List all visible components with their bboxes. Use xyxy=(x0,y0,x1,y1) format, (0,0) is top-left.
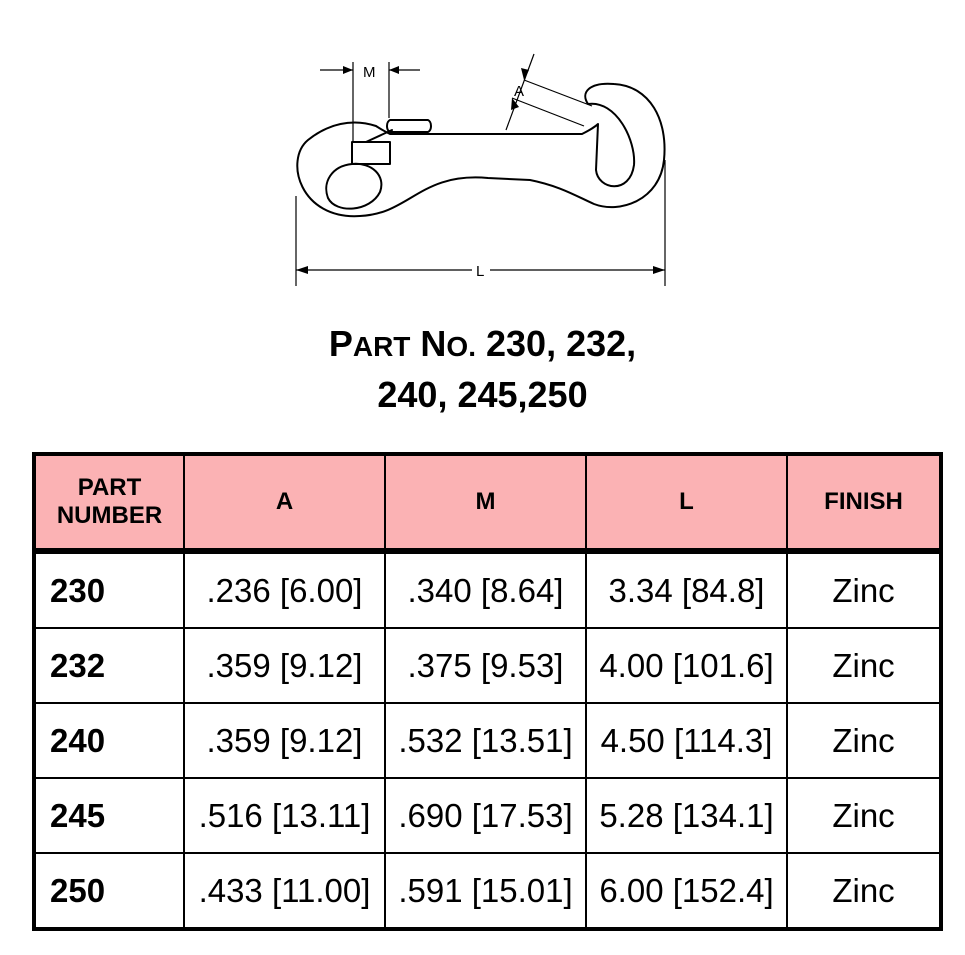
finish-cell: Zinc xyxy=(787,628,941,703)
dim-a-label: A xyxy=(514,83,525,100)
snap-hook-drawing xyxy=(0,0,965,300)
header-part-number: PART NUMBER xyxy=(34,454,184,551)
table-row xyxy=(34,551,941,628)
l-cell: 3.34 [84.8] xyxy=(586,551,787,628)
l-cell: 4.50 [114.3] xyxy=(586,703,787,778)
part-cell: 250 xyxy=(34,853,184,929)
m-cell: .690 [17.53] xyxy=(385,778,586,853)
m-cell: .340 [8.64] xyxy=(385,551,586,628)
a-cell: .433 [11.00] xyxy=(184,853,385,929)
dim-m-label: M xyxy=(363,64,376,81)
header-m: M xyxy=(385,454,586,551)
l-cell: 4.00 [101.6] xyxy=(586,628,787,703)
finish-cell: Zinc xyxy=(787,551,941,628)
hook-gate xyxy=(352,142,390,164)
table-row xyxy=(34,628,941,703)
a-cell: .359 [9.12] xyxy=(184,703,385,778)
part-cell: 232 xyxy=(34,628,184,703)
finish-cell: Zinc xyxy=(787,853,941,929)
table-row xyxy=(34,853,941,929)
l-cell: 6.00 [152.4] xyxy=(586,853,787,929)
title-line-2: 240, 245,250 xyxy=(377,374,588,415)
finish-cell: Zinc xyxy=(787,778,941,853)
finish-cell: Zinc xyxy=(787,703,941,778)
part-cell: 245 xyxy=(34,778,184,853)
a-cell: .516 [13.11] xyxy=(184,778,385,853)
m-cell: .532 [13.51] xyxy=(385,703,586,778)
dim-l-label: L xyxy=(476,263,485,280)
header-a: A xyxy=(184,454,385,551)
page-title xyxy=(0,320,965,419)
a-cell: .236 [6.00] xyxy=(184,551,385,628)
m-cell: .375 [9.53] xyxy=(385,628,586,703)
gate-lever xyxy=(387,120,431,132)
header-row xyxy=(34,454,941,551)
l-cell: 5.28 [134.1] xyxy=(586,778,787,853)
header-l: L xyxy=(586,454,787,551)
hook-eye xyxy=(326,164,381,209)
part-cell: 240 xyxy=(34,703,184,778)
table-row xyxy=(34,703,941,778)
m-cell: .591 [15.01] xyxy=(385,853,586,929)
table-row xyxy=(34,778,941,853)
part-cell: 230 xyxy=(34,551,184,628)
title-line-1: PART NO. 230, 232, xyxy=(328,323,637,364)
a-cell: .359 [9.12] xyxy=(184,628,385,703)
spec-table xyxy=(32,452,943,931)
header-finish: FINISH xyxy=(787,454,941,551)
